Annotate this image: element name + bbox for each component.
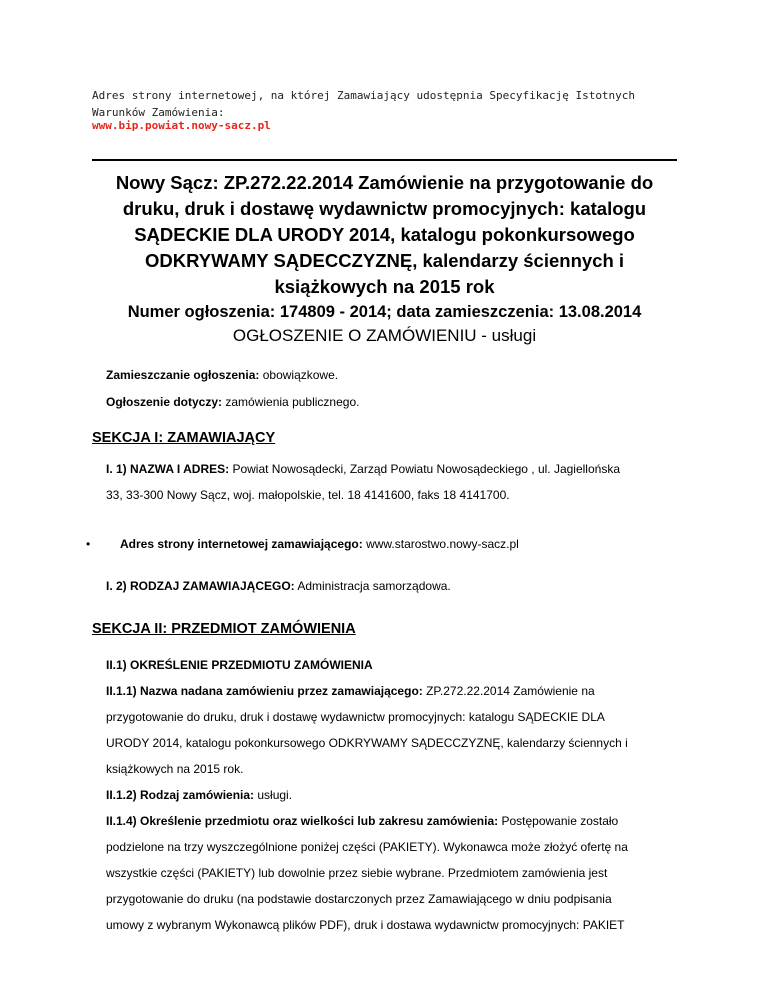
website-value: www.starostwo.nowy-sacz.pl [362,537,519,551]
contract-name-label: II.1.1) Nazwa nadana zamówieniu przez zamawiającego: [106,684,423,698]
authority-type-label: I. 2) RODZAJ ZAMAWIAJĄCEGO: [106,579,295,593]
concerns-value: zamówienia publicznego. [222,395,360,409]
contract-description-line-1: Postępowanie zostało [498,814,619,828]
contract-name-line-4: książkowych na 2015 rok. [106,762,244,776]
subject-block [106,652,676,938]
contract-description-line-4: przygotowanie do druku (na podstawie dostarczonych przez Zamawiającego w dniu podpisania [106,892,612,906]
siwz-address-note: Adres strony internetowej, na której Zamawiający udostępnia Specyfikację Istotnych Warunków Zamówienia: [92,89,636,119]
bip-link[interactable]: www.bip.powiat.nowy-sacz.pl [92,119,271,132]
bullet-icon: • [86,537,91,551]
contract-kind-label: II.1.2) Rodzaj zamówienia: [106,788,255,802]
placement-label: Zamieszczanie ogłoszenia: [106,368,260,382]
announcement-kind: OGŁOSZENIE O ZAMÓWIENIU - usługi [232,326,537,345]
announcement-number: Numer ogłoszenia: 174809 - 2014; data zamieszczenia: 13.08.2014 [127,303,642,321]
concerns-label: Ogłoszenie dotyczy: [106,395,223,409]
contract-kind-value: usługi. [254,788,293,802]
contract-description-line-2: podzielone na trzy wyszczególnione poniżej części (PAKIETY). Wykonawca może złożyć ofertę na [106,840,628,854]
contracting-authority-name [106,456,676,508]
authority-type-value: Administracja samorządowa. [294,579,451,593]
authority-type-line [106,573,676,599]
header-divider [92,159,677,161]
contract-name-line-1: ZP.272.22.2014 Zamówienie na [422,684,595,698]
section-1-heading: SEKCJA I: ZAMAWIAJĄCY [92,430,276,446]
name-address-value-1: Powiat Nowosądecki, Zarząd Powiatu Nowosądeckiego , ul. Jagiellońska [229,462,620,476]
name-address-label: I. 1) NAZWA I ADRES: [106,462,230,476]
placement-value: obowiązkowe. [259,368,339,382]
announcement-title-block [92,170,677,348]
concerns-line [106,389,676,415]
announcement-title: Nowy Sącz: ZP.272.22.2014 Zamówienie na przygotowanie do druku, druk i dostawę wydawnictw promocyjnych: katalogu SĄDECKIE DLA URODY 2014, katalogu pokonkursowego ODKRYWAMY SĄDECCZYZNĘ, kalendarzy ściennych i książkowych na 2015 rok [115,172,654,297]
section-2-heading: SEKCJA II: PRZEDMIOT ZAMÓWIENIA [92,621,356,637]
subject-definition-heading: II.1) OKREŚLENIE PRZEDMIOTU ZAMÓWIENIA [106,658,373,672]
placement-line [106,362,676,388]
website-line [120,531,690,557]
contract-name-line-2: przygotowanie do druku, druk i dostawę wydawnictw promocyjnych: katalogu SĄDECKIE DLA [106,710,605,724]
contract-description-line-5: umowy z wybranym Wykonawcą plików PDF), druk i dostawa wydawnictw promocyjnych: PAKIET [106,918,625,932]
name-address-value-2: 33, 33-300 Nowy Sącz, woj. małopolskie, tel. 18 4141600, faks 18 4141700. [106,488,510,502]
contract-description-label: II.1.4) Określenie przedmiotu oraz wielkości lub zakresu zamówienia: [106,814,499,828]
website-label: Adres strony internetowej zamawiającego: [120,537,363,551]
contract-name-line-3: URODY 2014, katalogu pokonkursowego ODKRYWAMY SĄDECCZYZNĘ, kalendarzy ściennych i [106,736,628,750]
contract-description-line-3: wszystkie części (PAKIETY) lub dowolnie przez siebie wybrane. Przedmiotem zamówienia jest [106,866,608,880]
